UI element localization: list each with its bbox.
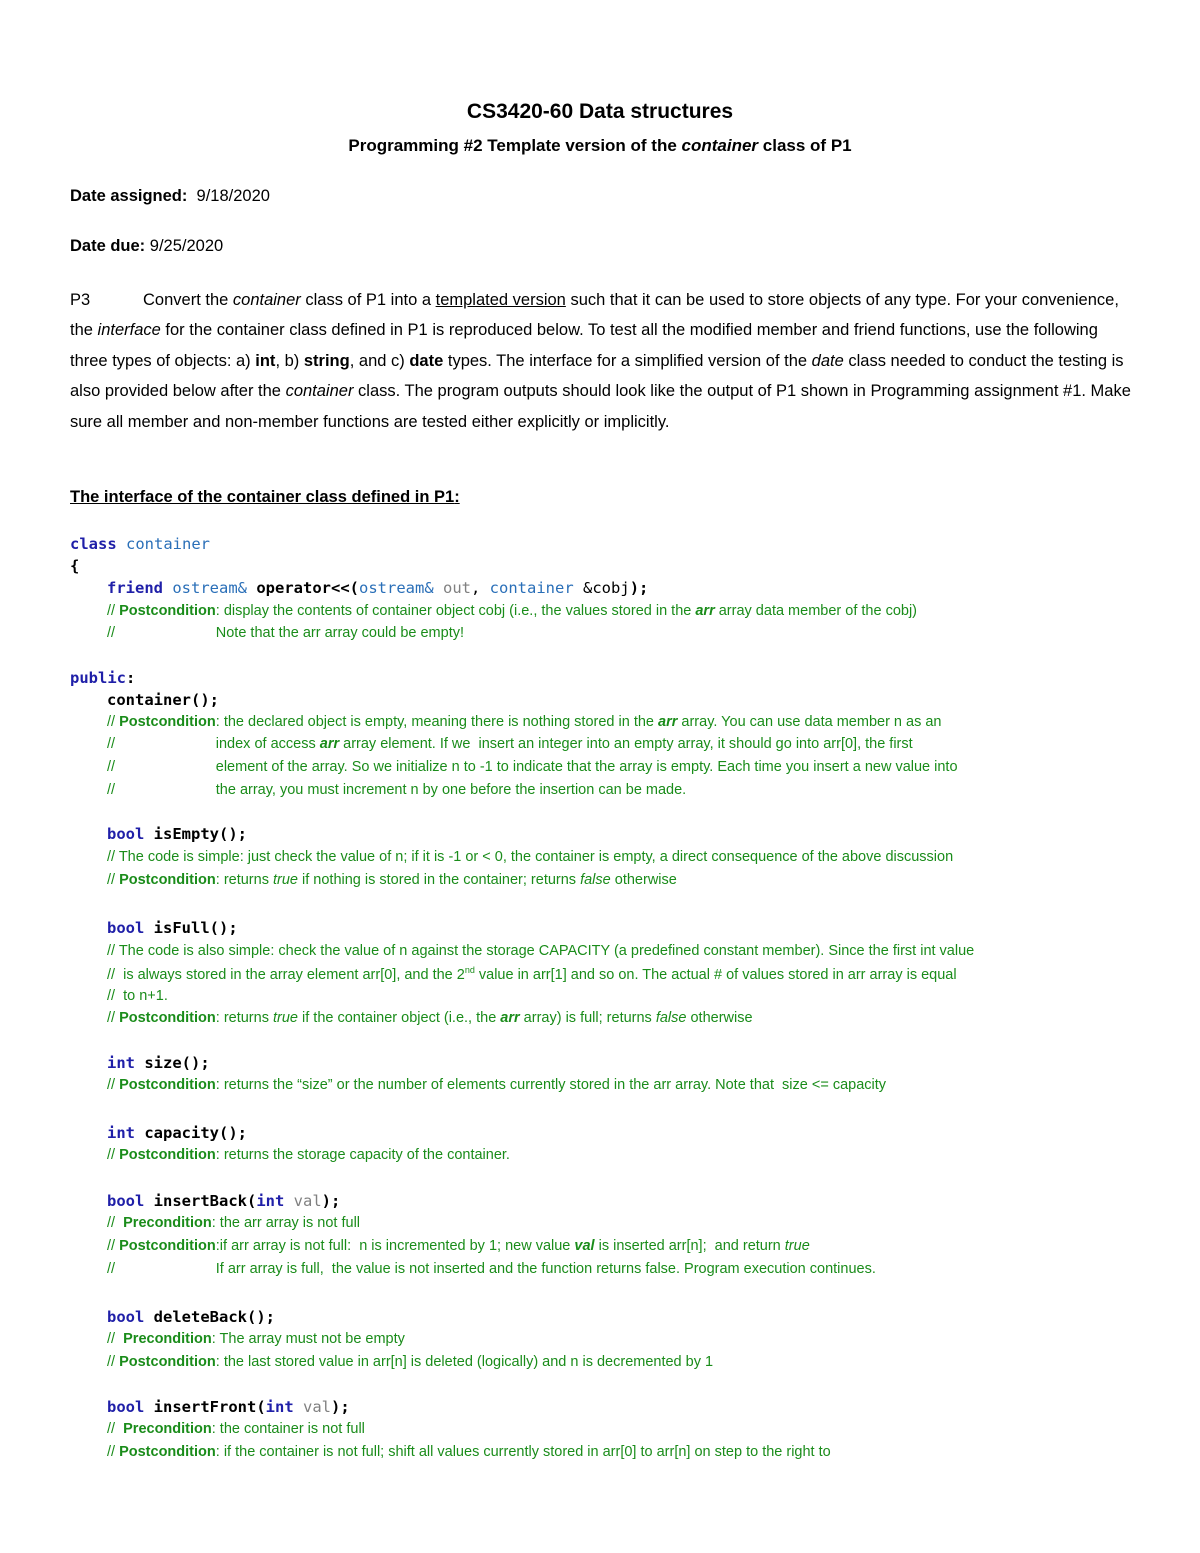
comment-prefix: // bbox=[107, 1077, 120, 1093]
code-param: &cobj bbox=[583, 579, 630, 597]
code-keyword: bool bbox=[107, 919, 145, 937]
comment-text: : the last stored value in arr[n] is deleted (logically) and n is decremented by 1 bbox=[215, 1354, 714, 1370]
comment-bold: Postcondition bbox=[119, 1147, 216, 1163]
code-capacity bbox=[107, 1124, 247, 1142]
code-keyword: bool bbox=[107, 1192, 145, 1210]
code-function: insertBack( bbox=[153, 1192, 257, 1210]
code-function: capacity(); bbox=[144, 1124, 247, 1142]
code-function: size(); bbox=[144, 1054, 210, 1072]
comment-bold: Postcondition bbox=[119, 872, 216, 888]
date-due bbox=[70, 237, 223, 256]
comment-text: array element. If we insert an integer into an empty array, it should go into arr[0], the first bbox=[339, 736, 913, 752]
p3-em-4: container bbox=[285, 382, 354, 401]
code-comment bbox=[107, 872, 677, 888]
comment-prefix: // bbox=[107, 1421, 124, 1437]
date-assigned-value: 9/18/2020 bbox=[196, 187, 270, 205]
comment-em: arr bbox=[319, 736, 340, 752]
code-constructor: container(); bbox=[107, 691, 219, 709]
code-keyword: int bbox=[265, 1398, 294, 1416]
code-comment bbox=[107, 965, 957, 983]
comment-prefix: // bbox=[107, 1010, 120, 1026]
code-class-line bbox=[70, 535, 210, 553]
comment-text: : returns the “size” or the number of elements currently stored in the arr array. Note that size <= capacity bbox=[215, 1077, 887, 1093]
code-comment bbox=[107, 736, 913, 752]
comment-em: true bbox=[784, 1238, 810, 1254]
comment-bold: Postcondition bbox=[119, 1077, 216, 1093]
code-type: ostream& bbox=[172, 579, 247, 597]
code-comment bbox=[107, 714, 942, 730]
comment-em: arr bbox=[500, 1010, 520, 1026]
comment-bold: Postcondition bbox=[119, 1444, 216, 1460]
comment-text: otherwise bbox=[686, 1010, 753, 1026]
comment-text: : returns the storage capacity of the container. bbox=[215, 1147, 510, 1163]
subtitle-em: container bbox=[681, 136, 759, 155]
code-comment bbox=[107, 1421, 365, 1437]
comment-text: : the container is not full bbox=[211, 1421, 365, 1437]
code-param: out bbox=[443, 579, 471, 597]
code-function: insertFront( bbox=[153, 1398, 266, 1416]
code-comment bbox=[107, 1215, 360, 1231]
code-keyword: class bbox=[70, 535, 117, 553]
comment-text: : returns bbox=[215, 872, 273, 888]
code-comment bbox=[107, 1010, 753, 1026]
interface-heading-text: The interface of the container class defined in P1 bbox=[70, 488, 455, 506]
subtitle-text-1: Programming #2 Template version of the bbox=[348, 136, 682, 155]
comment-text: otherwise bbox=[610, 872, 677, 888]
comment-bold: Postcondition bbox=[119, 603, 216, 619]
code-size bbox=[107, 1054, 210, 1072]
interface-heading bbox=[70, 488, 460, 507]
comment-text: if nothing is stored in the container; returns bbox=[297, 872, 581, 888]
comment-em: true bbox=[272, 872, 298, 888]
code-public-line bbox=[70, 669, 135, 687]
subtitle-text-2: class of P1 bbox=[758, 136, 852, 155]
p3-underline: templated version bbox=[435, 291, 566, 309]
comment-em: false bbox=[655, 1010, 687, 1026]
code-comment bbox=[107, 1444, 831, 1460]
code-comment: // If arr array is full, the value is not inserted and the function returns false. Program execution continues. bbox=[107, 1261, 876, 1277]
comment-text: // index of access bbox=[107, 736, 320, 752]
code-punct: , bbox=[471, 579, 490, 597]
code-punct: ); bbox=[321, 1192, 341, 1210]
comment-text: : if the container is not full; shift all values currently stored in arr[0] to arr[n] on step to the right to bbox=[215, 1444, 831, 1460]
code-insertback bbox=[107, 1192, 340, 1210]
comment-em: false bbox=[580, 872, 611, 888]
code-type: container bbox=[489, 579, 574, 597]
code-keyword: int bbox=[256, 1192, 285, 1210]
code-type: ostream& bbox=[359, 579, 434, 597]
code-insertfront bbox=[107, 1398, 350, 1416]
comment-text: // is always stored in the array element arr[0], and the 2 bbox=[107, 966, 465, 983]
code-comment: // element of the array. So we initialize n to -1 to indicate that the array is empty. Each time you insert a new value into bbox=[107, 759, 958, 775]
code-isfull bbox=[107, 919, 238, 937]
p3-text-7: types. The interface for a simplified version of the bbox=[443, 351, 812, 370]
p3-text-8: class needed to conduct the testing is also provided below after the bbox=[70, 351, 1124, 401]
p3-text-4: for the container class defined in P1 is reproduced below. To test all the modified member and friend functions, use the following three types of objects: a) bbox=[70, 321, 1098, 370]
code-punct: : bbox=[126, 669, 136, 687]
code-keyword: bool bbox=[107, 1308, 145, 1326]
code-type: container bbox=[126, 535, 211, 553]
code-punct: ); bbox=[629, 579, 649, 597]
comment-text: : the arr array is not full bbox=[211, 1215, 361, 1231]
comment-em: val bbox=[574, 1238, 595, 1254]
date-due-value: 9/25/2020 bbox=[149, 237, 224, 255]
comment-text: :if arr array is not full: n is incremented by 1; new value bbox=[215, 1238, 575, 1254]
comment-text: array. You can use data member n as an bbox=[677, 714, 942, 730]
code-open-brace: { bbox=[70, 557, 80, 575]
comment-em: true bbox=[272, 1010, 298, 1026]
p3-paragraph bbox=[70, 285, 1140, 437]
comment-prefix: // bbox=[107, 1147, 120, 1163]
comment-bold: Precondition bbox=[123, 1331, 212, 1347]
comment-text: : display the contents of container object cobj (i.e., the values stored in the bbox=[215, 603, 696, 619]
comment-prefix: // bbox=[107, 714, 120, 730]
code-friend-line bbox=[107, 579, 648, 597]
comment-text: : the declared object is empty, meaning there is nothing stored in the bbox=[215, 714, 659, 730]
comment-prefix: // bbox=[107, 603, 120, 619]
code-punct: ); bbox=[331, 1398, 350, 1416]
p3-text-1: Convert the bbox=[143, 291, 233, 309]
code-comment: // The code is simple: just check the value of n; if it is -1 or < 0, the container is empty, a direct consequence of the above discussion bbox=[107, 849, 954, 865]
comment-em: arr bbox=[658, 714, 678, 730]
code-keyword: int bbox=[107, 1124, 135, 1142]
comment-prefix: // bbox=[107, 872, 120, 888]
comment-text: array data member of the cobj) bbox=[714, 603, 918, 619]
p3-bold-1: int bbox=[255, 351, 276, 370]
p3-label: P3 bbox=[70, 291, 91, 309]
page-title: CS3420-60 Data structures bbox=[466, 100, 734, 123]
comment-text: value in arr[1] and so on. The actual # of values stored in arr array is equal bbox=[474, 966, 957, 983]
comment-text: if the container object (i.e., the bbox=[297, 1010, 501, 1026]
comment-sup: nd bbox=[464, 965, 475, 975]
comment-prefix: // bbox=[107, 1215, 124, 1231]
p3-bold-2: string bbox=[303, 351, 350, 370]
comment-bold: Precondition bbox=[123, 1215, 212, 1231]
code-keyword: bool bbox=[107, 825, 145, 843]
code-comment: // The code is also simple: check the value of n against the storage CAPACITY (a predefined constant member). Since the first int value bbox=[107, 943, 975, 959]
p3-text-5: , b) bbox=[275, 351, 304, 370]
p3-text-9: class. The program outputs should look like the output of P1 shown in Programming assignment #1. Make sure all member and non-member functions are tested either explicitly or implicitly. bbox=[70, 382, 1131, 431]
comment-em: arr bbox=[695, 603, 715, 619]
code-comment: // Note that the arr array could be empty! bbox=[107, 625, 465, 641]
comment-prefix: // bbox=[107, 1444, 120, 1460]
comment-bold: Postcondition bbox=[119, 1354, 216, 1370]
date-assigned-label: Date assigned: bbox=[70, 187, 188, 205]
p3-text-6: , and c) bbox=[349, 351, 410, 370]
code-comment bbox=[107, 1354, 713, 1370]
code-param: val bbox=[293, 1192, 322, 1210]
comment-bold: Postcondition bbox=[119, 714, 216, 730]
code-deleteback bbox=[107, 1308, 275, 1326]
comment-bold: Postcondition bbox=[119, 1238, 216, 1254]
comment-text: : The array must not be empty bbox=[211, 1331, 405, 1347]
code-function: isFull(); bbox=[153, 919, 238, 937]
p3-text-3: such that it can be used to store objects of any type. For your convenience, the bbox=[70, 291, 1119, 340]
date-assigned bbox=[70, 187, 270, 206]
comment-prefix: // bbox=[107, 1331, 124, 1347]
date-due-label: Date due: bbox=[70, 237, 146, 255]
code-keyword: public bbox=[70, 669, 126, 687]
p3-bold-3: date bbox=[409, 351, 444, 370]
code-comment bbox=[107, 1331, 405, 1347]
code-comment: // the array, you must increment n by one before the insertion can be made. bbox=[107, 782, 687, 798]
comment-text: is inserted arr[n]; and return bbox=[594, 1238, 785, 1254]
comment-bold: Precondition bbox=[123, 1421, 212, 1437]
page-subtitle bbox=[0, 136, 1200, 156]
code-function: operator<<( bbox=[256, 579, 359, 597]
comment-prefix: // bbox=[107, 1354, 120, 1370]
code-comment bbox=[107, 1147, 510, 1163]
code-keyword: bool bbox=[107, 1398, 145, 1416]
code-comment bbox=[107, 603, 917, 619]
code-comment bbox=[107, 1077, 886, 1093]
code-keyword: int bbox=[107, 1054, 135, 1072]
comment-text: : returns bbox=[215, 1010, 273, 1026]
comment-text: array) is full; returns bbox=[519, 1010, 656, 1026]
interface-heading-colon: : bbox=[454, 488, 460, 506]
code-param: val bbox=[303, 1398, 331, 1416]
p3-text-2: class of P1 into a bbox=[300, 291, 436, 309]
comment-prefix: // bbox=[107, 1238, 120, 1254]
code-function: deleteBack(); bbox=[153, 1308, 275, 1326]
p3-em-2: interface bbox=[97, 321, 161, 340]
code-keyword: friend bbox=[107, 579, 163, 597]
code-isempty bbox=[107, 825, 247, 843]
p3-em-3: date bbox=[811, 351, 844, 370]
code-comment: // to n+1. bbox=[107, 988, 168, 1004]
code-comment bbox=[107, 1238, 810, 1254]
p3-em-1: container bbox=[232, 291, 301, 309]
comment-bold: Postcondition bbox=[119, 1010, 216, 1026]
code-function: isEmpty(); bbox=[153, 825, 247, 843]
